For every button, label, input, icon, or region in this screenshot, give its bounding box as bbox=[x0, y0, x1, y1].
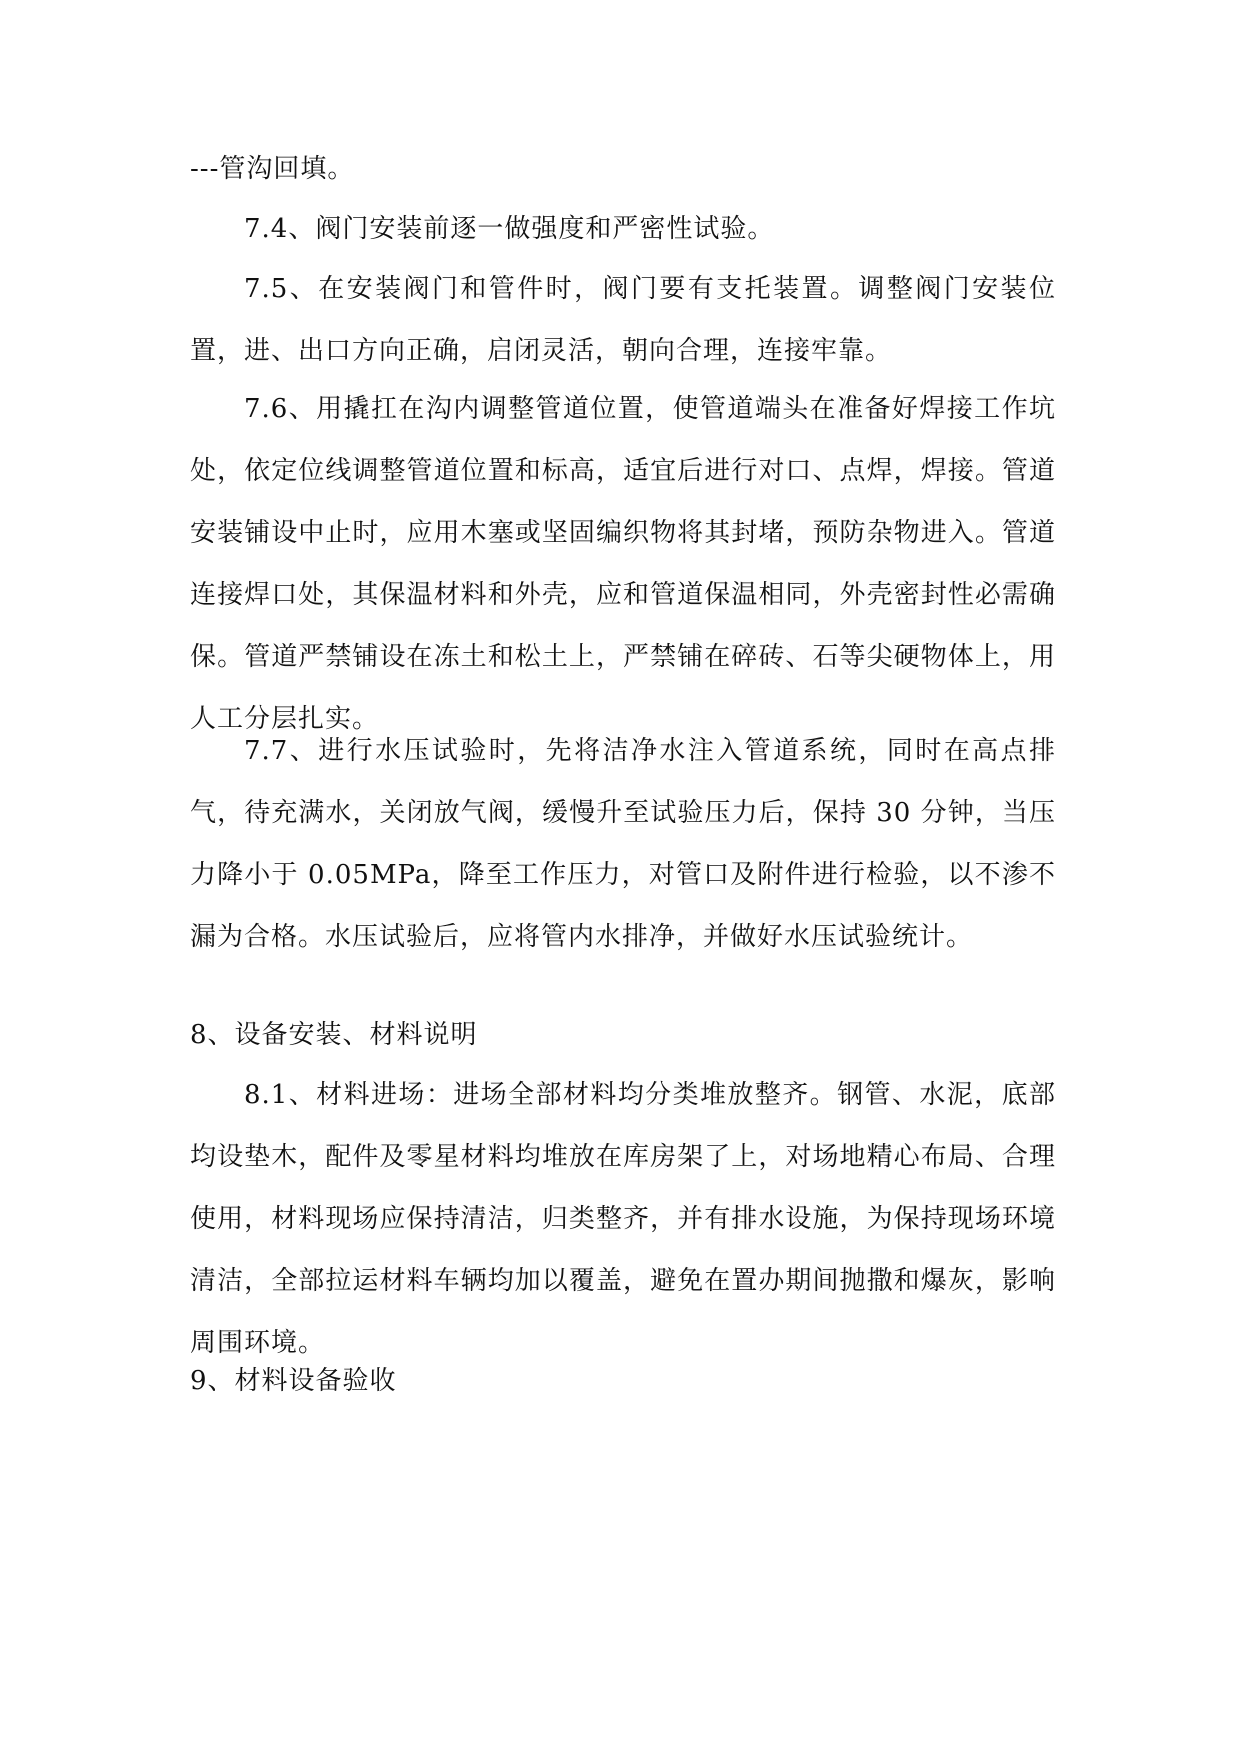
heading-section-9: 9、材料设备验收 bbox=[190, 1366, 397, 1396]
heading-section-8: 8、设备安装、材料说明 bbox=[190, 1020, 478, 1050]
paragraph-7-6: 7.6、用撬扛在沟内调整管道位置，使管道端头在准备好焊接工作坑处，依定位线调整管道位置和标高，适宜后进行对口、点焊，焊接。管道安装铺设中止时，应用木塞或坚固编织物将其封堵，预防杂物进入。管道连接焊口处，其保温材料和外壳，应和管道保温相同，外壳密封性必需确保。管道严禁铺设在冻土和松土上，严禁铺在碎砖、石等尖硬物体上，用人工分层扎实。 bbox=[190, 394, 1056, 734]
paragraph-7-4: 7.4、阀门安装前逐一做强度和严密性试验。 bbox=[244, 214, 775, 244]
paragraph-backfill: ---管沟回填。 bbox=[190, 154, 355, 184]
paragraph-7-7: 7.7、进行水压试验时，先将洁净水注入管道系统，同时在高点排气，待充满水，关闭放气阀，缓慢升至试验压力后，保持 30 分钟，当压力降小于 0.05MPa，降至工作压力，对管口及附件进行检验，以不渗不漏为合格。水压试验后，应将管内水排净，并做好水压试验统计。 bbox=[190, 736, 1056, 952]
paragraph-7-5: 7.5、在安装阀门和管件时，阀门要有支托装置。调整阀门安装位置，进、出口方向正确，启闭灵活，朝向合理，连接牢靠。 bbox=[190, 274, 1056, 366]
paragraph-8-1: 8.1、材料进场：进场全部材料均分类堆放整齐。钢管、水泥，底部均设垫木，配件及零星材料均堆放在库房架了上，对场地精心布局、合理使用，材料现场应保持清洁，归类整齐，并有排水设施，为保持现场环境清洁，全部拉运材料车辆均加以覆盖，避免在置办期间抛撒和爆灰，影响周围环境。 bbox=[190, 1080, 1056, 1358]
